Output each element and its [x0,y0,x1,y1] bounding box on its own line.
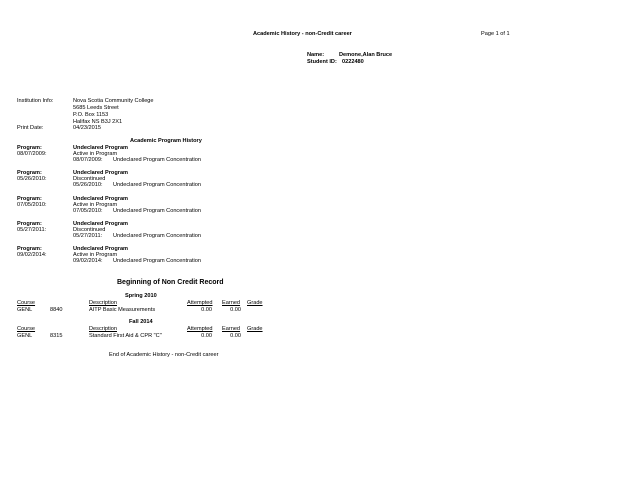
program-concentration: Undeclared Program Concentration [113,208,201,214]
col-earned: Earned [222,326,241,332]
student-name: Demone,Alan Bruce [339,52,393,58]
page-number: Page 1 of 1 [481,31,510,37]
program-label: Program: [17,170,42,176]
print-date: 04/23/2015 [73,125,101,131]
program-sub-date: 09/02/2014: [73,258,103,264]
col-grade: Grade [247,300,263,306]
student-id-label: Student ID: [307,59,337,65]
program-date: 05/27/2011: [17,227,47,233]
program-status: Active in Program [73,202,118,208]
term-name: Spring 2010 [125,293,157,299]
program-label: Program: [17,145,42,151]
course-earned: 0.00 [230,307,241,313]
program-concentration: Undeclared Program Concentration [113,182,201,188]
col-attempted: Attempted [187,326,213,332]
course-number: 8315 [50,333,63,339]
col-description: Description [89,326,117,332]
col-earned: Earned [222,300,241,306]
course-description: AITP Basic Measurements [89,307,156,313]
program-name: Undeclared Program [73,196,129,202]
institution-label: Institution Info: [17,98,54,104]
program-sub-date: 07/05/2010: [73,208,103,214]
program-concentration: Undeclared Program Concentration [113,157,201,163]
program-date: 08/07/2009: [17,151,47,157]
course-attempted: 0.00 [201,333,212,339]
program-history-title: Academic Program History [130,138,202,144]
student-id: 0222480 [342,59,364,65]
course-subject: GENL [17,307,33,313]
program-name: Undeclared Program [73,145,129,151]
program-name: Undeclared Program [73,246,129,252]
course-subject: GENL [17,333,33,339]
program-concentration: Undeclared Program Concentration [113,258,201,264]
program-status: Active in Program [73,151,118,157]
program-label: Program: [17,196,42,202]
col-attempted: Attempted [187,300,213,306]
program-date: 05/26/2010: [17,176,47,182]
institution-line: Halifax NS B3J 2X1 [73,119,123,125]
program-date: 07/05/2010: [17,202,47,208]
course-earned: 0.00 [230,333,241,339]
end-of-history: End of Academic History - non-Credit career [109,352,219,358]
program-label: Program: [17,246,42,252]
program-date: 09/02/2014: [17,252,47,258]
institution-line: 5685 Leeds Street [73,105,119,111]
course-number: 8840 [50,307,63,313]
program-status: Active in Program [73,252,118,258]
course-attempted: 0.00 [201,307,212,313]
name-label: Name: [307,52,325,58]
program-sub-date: 05/27/2011: [73,233,103,239]
col-course: Course [17,326,36,332]
course-description: Standard First Aid & CPR "C" [89,333,162,339]
program-sub-date: 05/26/2010: [73,182,103,188]
institution-line: P.O. Box 1153 [73,112,109,118]
program-name: Undeclared Program [73,170,129,176]
col-course: Course [17,300,36,306]
col-description: Description [89,300,117,306]
institution-line: Nova Scotia Community College [73,98,154,104]
print-date-label: Print Date: [17,125,44,131]
program-status: Discontinued [73,227,106,233]
program-sub-date: 08/07/2009: [73,157,103,163]
program-name: Undeclared Program [73,221,129,227]
col-grade: Grade [247,326,263,332]
term-name: Fall 2014 [129,319,153,325]
record-title: Beginning of Non Credit Record [117,279,224,286]
program-label: Program: [17,221,42,227]
report-title: Academic History - non-Credit career [253,31,352,37]
program-concentration: Undeclared Program Concentration [113,233,201,239]
program-status: Discontinued [73,176,106,182]
